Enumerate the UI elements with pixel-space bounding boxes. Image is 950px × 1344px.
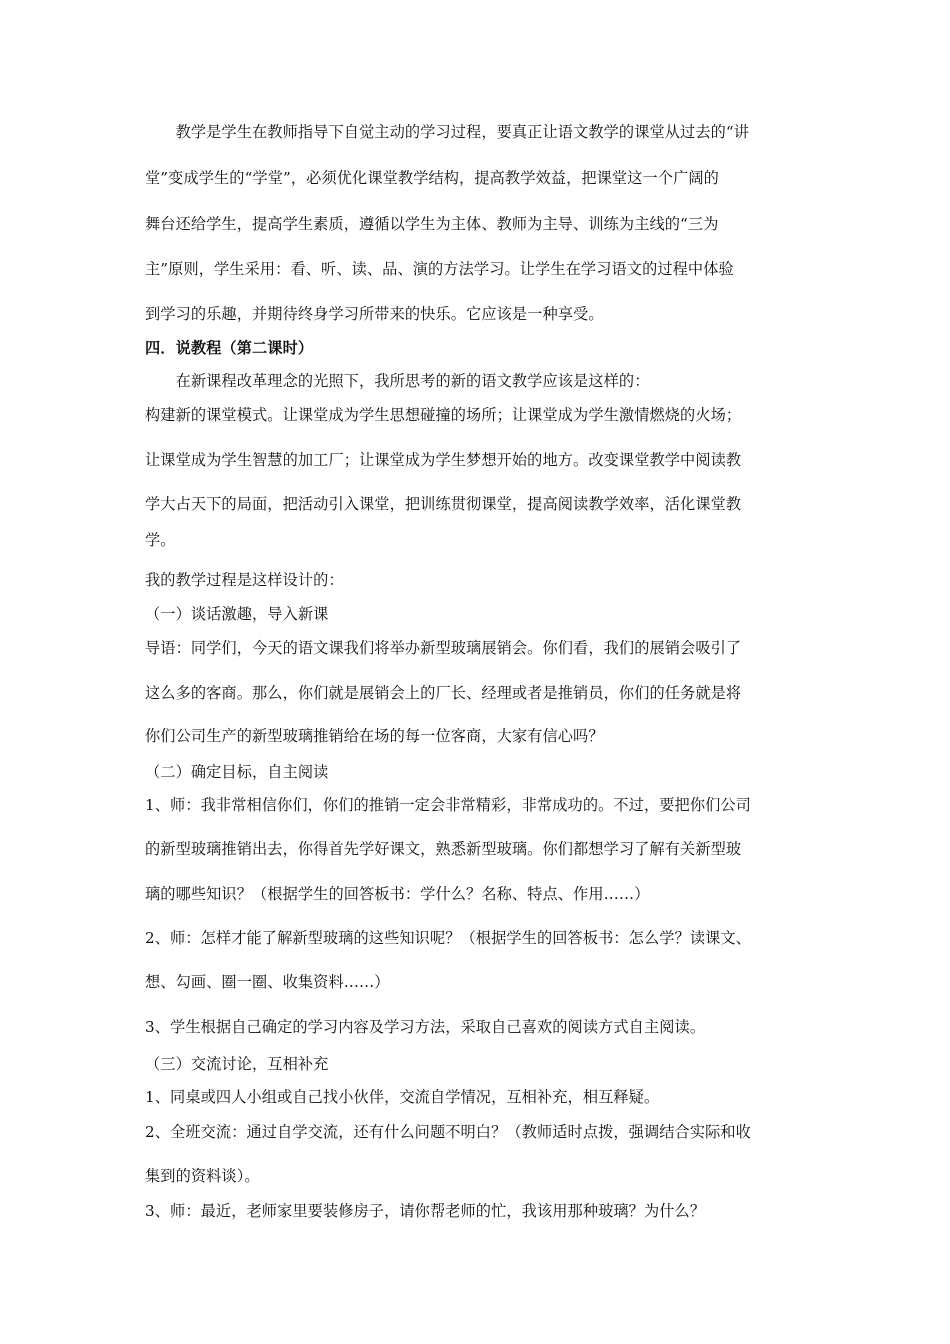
paragraph-line: 教学是学生在教师指导下自觉主动的学习过程，要真正让语文教学的课堂从过去的“讲 (145, 123, 750, 141)
subsection-heading: （一）谈话激趣，导入新课 (145, 605, 329, 623)
list-item-line: 璃的哪些知识？（根据学生的回答板书：学什么？名称、特点、作用……） (145, 885, 650, 903)
paragraph-line: 学大占天下的局面，把活动引入课堂，把训练贯彻课堂，提高阅读教学效率，活化课堂教 (145, 495, 742, 513)
list-item-line: 3、师：最近，老师家里要装修房子，请你帮老师的忙，我该用那种玻璃？为什么？ (145, 1202, 706, 1220)
list-item-line: 3、学生根据自己确定的学习内容及学习方法，采取自己喜欢的阅读方式自主阅读。 (145, 1018, 706, 1036)
paragraph-line: 堂”变成学生的“学堂”，必须优化课堂教学结构，提高教学效益，把课堂这一个广阔的 (145, 169, 719, 187)
subsection-heading: （三）交流讨论，互相补充 (145, 1055, 329, 1073)
paragraph-line: 这么多的客商。那么，你们就是展销会上的厂长、经理或者是推销员，你们的任务就是将 (145, 684, 742, 702)
paragraph-line: 主”原则，学生采用：看、听、读、品、演的方法学习。让学生在学习语文的过程中体验 (145, 260, 734, 278)
paragraph-line: 舞台还给学生，提高学生素质，遵循以学生为主体、教师为主导、训练为主线的“三为 (145, 215, 719, 233)
paragraph-line: 在新课程改革理念的光照下，我所思考的新的语文教学应该是这样的： (145, 372, 650, 390)
paragraph-line: 你们公司生产的新型玻璃推销给在场的每一位客商，大家有信心吗？ (145, 727, 604, 745)
paragraph-line: 导语：同学们，今天的语文课我们将举办新型玻璃展销会。你们看，我们的展销会吸引了 (145, 639, 742, 657)
paragraph-line: 学。 (145, 531, 176, 549)
subsection-heading: （二）确定目标，自主阅读 (145, 763, 329, 781)
list-item-line: 集到的资料谈）。 (145, 1167, 260, 1185)
list-item-line: 1、同桌或四人小组或自己找小伙伴，交流自学情况，互相补充，相互释疑。 (145, 1088, 660, 1106)
list-item-line: 想、勾画、圈一圈、收集资料……） (145, 973, 390, 991)
list-item-line: 2、全班交流：通过自学交流，还有什么问题不明白？（教师适时点拨，强调结合实际和收 (145, 1123, 751, 1141)
section-heading: 四．说教程（第二课时） (145, 339, 314, 357)
paragraph-line: 让课堂成为学生智慧的加工厂；让课堂成为学生梦想开始的地方。改变课堂教学中阅读教 (145, 451, 742, 469)
list-item-line: 1、师：我非常相信你们，你们的推销一定会非常精彩，非常成功的。不过，要把你们公司 (145, 796, 751, 814)
paragraph-line: 到学习的乐趣，并期待终身学习所带来的快乐。它应该是一种享受。 (145, 305, 604, 323)
paragraph-line: 我的教学过程是这样设计的： (145, 571, 344, 589)
list-item-line: 2、师：怎样才能了解新型玻璃的这些知识呢？（根据学生的回答板书：怎么学？读课文、 (145, 929, 751, 947)
list-item-line: 的新型玻璃推销出去，你得首先学好课文，熟悉新型玻璃。你们都想学习了解有关新型玻 (145, 840, 742, 858)
paragraph-line: 构建新的课堂模式。让课堂成为学生思想碰撞的场所；让课堂成为学生激情燃烧的火场； (145, 406, 742, 424)
